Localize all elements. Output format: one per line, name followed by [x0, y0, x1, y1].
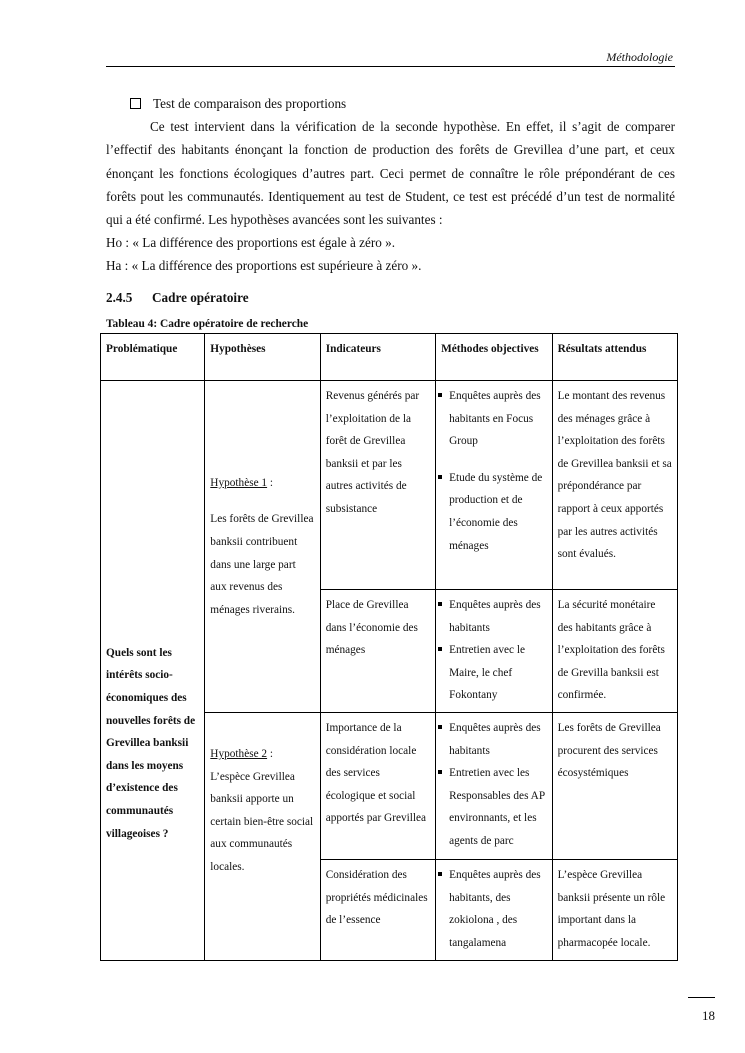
table-row — [101, 381, 678, 590]
header-methodes: Méthodes objectives — [436, 334, 553, 381]
method-item: Entretien avec les Responsables des AP environnants, et les agents de parc — [441, 762, 547, 852]
section-heading — [106, 290, 249, 306]
hypothesis-2-cell — [205, 713, 320, 961]
methods-cell — [436, 381, 553, 590]
hypothesis-2-text: L’espèce Grevillea banksii apporte un certain bien-être social aux communautés locales. — [210, 770, 314, 873]
method-item: Etude du système de production et de l’économie des ménages — [441, 467, 547, 557]
table-caption: Tableau 4: Cadre opératoire de recherche — [106, 318, 309, 330]
problematique-cell: Quels sont les intérêts socio-économiques des nouvelles forêts de Grevillea banksii dans les moyens d’existence des communautés villageoises ? — [101, 381, 205, 961]
hypothesis-2-label: Hypothèse 2 — [210, 748, 268, 760]
hypothesis-ha: Ha : « La différence des proportions est supérieure à zéro ». — [106, 258, 422, 274]
hypothesis-1-cell — [205, 381, 320, 713]
checkbox-bullet-icon — [130, 98, 141, 109]
hypothesis-1-sep: : — [267, 476, 274, 489]
header-resultats: Résultats attendus — [552, 334, 677, 381]
method-item: Entretien avec le Maire, le chef Fokontany — [441, 639, 547, 707]
table-header-row — [101, 334, 678, 381]
hypothesis-2-sep: : — [267, 748, 274, 760]
operational-framework-table — [100, 333, 678, 961]
result-cell: Le montant des revenus des ménages grâce à l’exploitation des forêts de Grevillea banksii et sa prépondérance par rapport à ceux apportés par les autres activités sont évalués. — [552, 381, 677, 590]
method-item: Enquêtes auprès des habitants — [441, 717, 547, 762]
method-item: Enquêtes auprès des habitants, des zokiolona , des tangalamena — [441, 864, 547, 954]
result-cell: La sécurité monétaire des habitants grâce à l’exploitation des forêts de Grevilla banksii est confirmée. — [552, 590, 677, 713]
page-header-title: Méthodologie — [606, 50, 673, 64]
header-problematique: Problématique — [101, 334, 205, 381]
test-paragraph: Ce test intervient dans la vérification de la seconde hypothèse. En effet, il s’agit de comparer l’effectif des habitants énonçant la fonction de production des forêts de Grevillea d’une part, et ceux énonçant les fonctions écologiques d’autres part. Ceci permet de connaître le rôle prépondérant de ces forêts pout les communautés. Identiquement au test de Student, ce test est précédé d’un test de normalité qui a été confirmé. Les hypothèses avancées sont les suivantes : — [106, 119, 675, 228]
methods-cell — [436, 860, 553, 961]
page-number: 18 — [702, 1008, 715, 1023]
test-heading — [106, 92, 675, 115]
result-cell: L’espèce Grevillea banksii présente un rôle important dans la pharmacopée locale. — [552, 860, 677, 961]
method-item: Enquêtes auprès des habitants en Focus Group — [441, 385, 547, 453]
hypothesis-1-label: Hypothèse 1 — [210, 476, 268, 489]
method-item: Enquêtes auprès des habitants — [441, 594, 547, 639]
section-number: 2.4.5 — [106, 290, 133, 305]
header-hypotheses: Hypothèses — [205, 334, 320, 381]
indicator-cell: Importance de la considération locale des services écologique et social apportés par Grevillea — [320, 713, 435, 860]
methods-cell — [436, 590, 553, 713]
result-cell: Les forêts de Grevillea procurent des services écosystémiques — [552, 713, 677, 860]
header-rule — [106, 66, 675, 67]
methods-cell — [436, 713, 553, 860]
indicator-cell: Place de Grevillea dans l’économie des ménages — [320, 590, 435, 713]
header-indicateurs: Indicateurs — [320, 334, 435, 381]
body-text — [106, 92, 675, 278]
indicator-cell: Considération des propriétés médicinales de l’essence — [320, 860, 435, 961]
indicator-cell: Revenus générés par l’exploitation de la forêt de Grevillea banksii et par les autres activités de subsistance — [320, 381, 435, 590]
test-heading-label: Test de comparaison des proportions — [153, 96, 347, 111]
section-title: Cadre opératoire — [152, 290, 249, 305]
hypothesis-1-text: Les forêts de Grevillea banksii contribuent dans une large part aux revenus des ménages riverains. — [210, 513, 314, 616]
hypothesis-ho: Ho : « La différence des proportions est égale à zéro ». — [106, 235, 396, 251]
footer-rule — [688, 997, 715, 998]
